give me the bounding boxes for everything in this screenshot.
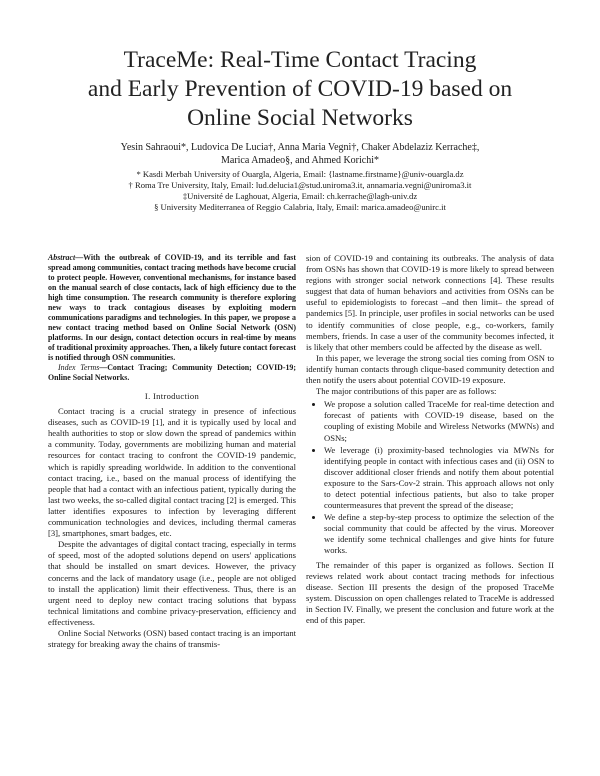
authors-line-1: Yesin Sahraoui*, Ludovica De Lucia†, Anna Maria Vegni†, Chaker Abdelaziz Kerrache‡, [120, 142, 480, 153]
affiliation-2: † Roma Tre University, Italy, Email: lud.delucia1@stud.uniroma3.it, annamaria.vegni@uniroma3.it [128, 180, 472, 190]
contribution-item-2: • We leverage (i) proximity-based technologies via MWNs for identifying people in contact with infectious cases and (ii) OSN to discover additional closer friends and notify them about potential exposure to the Sars-Cov-2 strain. This approach allows not only to detect potential infectious patients, but also to take proper countermeasures that prevent the spread of the disease; [324, 445, 554, 512]
affiliations [40, 169, 560, 213]
left-column [48, 253, 296, 650]
affiliation-4: § University Mediterranea of Reggio Calabria, Italy, Email: marica.amadeo@unirc.it [154, 202, 446, 212]
index-terms-text: —Contact Tracing; Community Detection; COVID-19; Online Social Networks. [48, 363, 296, 382]
author-list [40, 142, 560, 167]
intro-paragraph-3: Online Social Networks (OSN) based contact tracing is an important strategy for breaking away the chains of transmis- [48, 627, 296, 650]
index-terms [48, 363, 296, 383]
contribution-item-3: • We define a step-by-step process to optimize the selection of the social community that could be affected by the virus. Moreover we identify some technical challenges and give hints for future works. [324, 512, 554, 556]
title-line-3: Online Social Networks [187, 105, 413, 131]
intro-paragraph-4: In this paper, we leverage the strong social ties coming from OSN to identify human contacts through clique-based community detection and then notify the users about potential COVID-19 exposure. [306, 352, 554, 386]
abstract-label: Abstract [48, 253, 76, 262]
contributions-list [306, 399, 554, 556]
abstract-text: —With the outbreak of COVID-19, and its terrible and fast spread among communities, contact tracing methods have become crucial to protect people. However, conventional mechanisms, for instance based on the manual search of close contacts, lack of high efficiency due to the high time consumption. The research community is therefore exploring new ways to track contagious diseases by exploiting modern communications paradigms and technologies. In this paper, we propose a new contact tracing method based on Online Social Network (OSN) platforms. In our design, contact detection occurs in real-time by means of traditional proximity approaches. Then, a likely future contact forecast is notified through OSN communities. [48, 253, 296, 362]
intro-continuation: sion of COVID-19 and containing its outbreaks. The analysis of data from OSNs has shown that COVID-19 is more likely to spread between regions with stronger social network connections [4]. These results suggest that data of human behaviors and activities from OSNs can be useful to epidemiologists to forecast –and then limit– the spread of pandemics [5]. In principle, user profiles in social networks can be used to identify communities of close people, e.g., co-workers, family members, friends. In case a user of the community becomes infected, it is likely that other members could be affected by the disease as well. [306, 253, 554, 352]
right-column [306, 253, 554, 626]
affiliation-1: * Kasdi Merbah University of Ouargla, Algeria, Email: {lastname.firstname}@univ-ouargla.dz [136, 169, 464, 179]
title-line-2: and Early Prevention of COVID-19 based on [87, 76, 513, 102]
index-terms-label: Index Terms [58, 363, 100, 372]
paper-organization-paragraph: The remainder of this paper is organized as follows. Section II reviews related work about contact tracing methods for infectious disease. Section III presents the design of the proposed TraceMe system. Discussion on open challenges related to TraceMe is addressed in Section IV. Finally, we present the conclusion and future work at the end of this paper. [306, 559, 554, 625]
affiliation-3: ‡Université de Laghouat, Algeria, Email: ch.kerrache@lagh-univ.dz [182, 191, 418, 201]
section-heading-introduction: I. Introduction [144, 391, 200, 401]
abstract [48, 253, 296, 363]
contribution-item-1: • We propose a solution called TraceMe for real-time detection and forecast of patients with COVID-19 disease, based on the coupling of existing Mobile and Wireless Networks (MWNs) and OSNs; [324, 399, 554, 443]
contributions-lead: The major contributions of this paper are as follows: [316, 386, 497, 397]
intro-paragraph-2: Despite the advantages of digital contact tracing, especially in terms of speed, most of the adopted solutions depend on users' applications that should be installed on smart devices. However, the privacy concerns and the lack of mandatory usage (i.e., people are not obliged to install the application) limit their effectiveness. Thus, there is an urgent need to deploy new contact tracing solutions that bypass technical limitations and combine privacy-preservation, efficiency and effectiveness. [48, 539, 296, 627]
intro-paragraph-1: Contact tracing is a crucial strategy in presence of infectious diseases, such as COVID-19 [1], and it is typically used by local and health authorities to stop or slow down the spread of pandemics within a community. Today, governments are mobilizing human and material resources for contact tracing to confront the COVID-19 pandemic, which is rapidly spreading worldwide. In addition to the conventional contact tracing, i.e., based on the manual process of identifying the people that had a contact with an infectious patient, typically during the last two weeks, the so-called digital contact tracing [2] is emerged. This latter identifies exposures to infection by leveraging different communication technologies and devices, including thermal cameras [3], smartphones, smart badges, etc. [48, 406, 296, 539]
title-line-1: TraceMe: Real-Time Contact Tracing [123, 47, 477, 73]
paper-title [60, 46, 540, 133]
authors-line-2: Marica Amadeo§, and Ahmed Korichi* [220, 154, 379, 166]
